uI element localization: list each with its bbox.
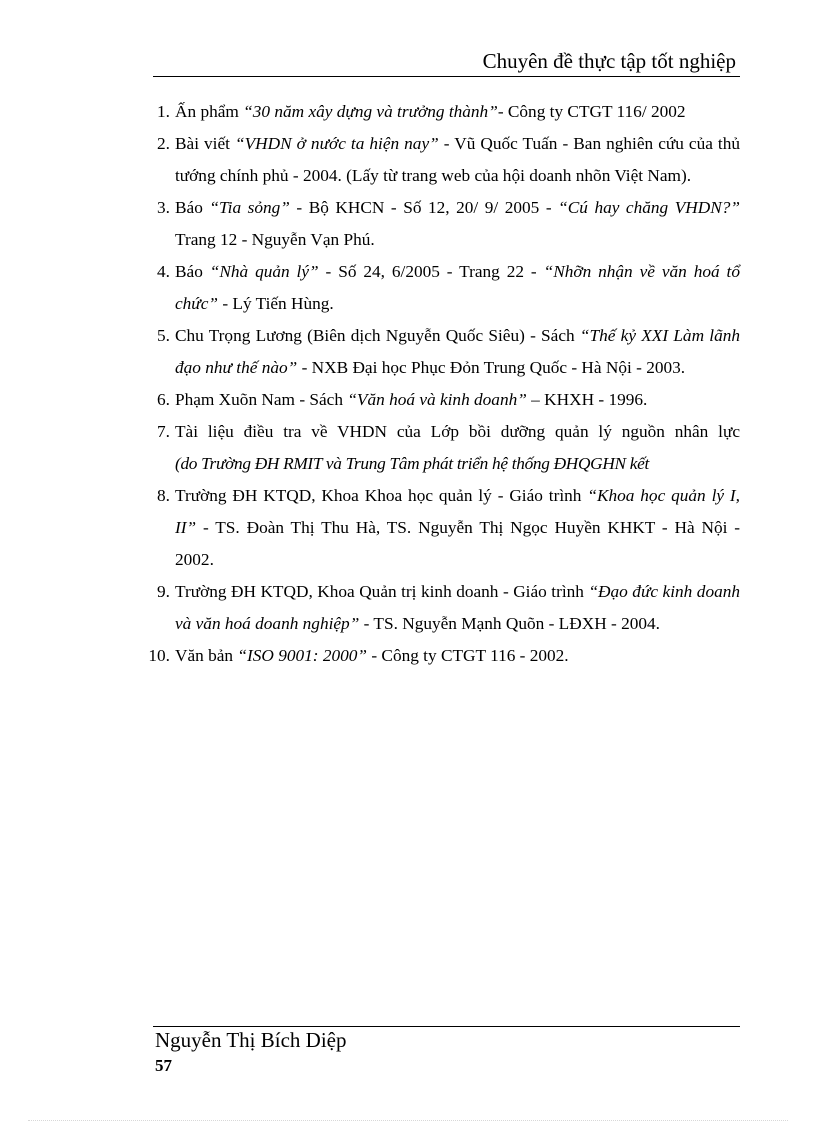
reference-title: “VHDN ở nước ta hiện nay” (234, 134, 439, 153)
reference-text: Trường ĐH KTQD, Khoa Quản trị kinh doanh - Giáo trình (175, 582, 589, 601)
reference-title: “30 năm xây dựng và trưởng thành” (243, 102, 498, 121)
reference-item (144, 384, 740, 416)
reference-title: “Khoa học quản lý I, II” (175, 486, 741, 537)
reference-item (144, 96, 740, 128)
reference-item (144, 256, 740, 320)
reference-text: - TS. Đoàn Thị Thu Hà, TS. Nguyễn Thị Ngọc Huyền KHKT - Hà Nội - 2002. (175, 518, 740, 569)
footer-divider (153, 1026, 740, 1027)
reference-item (144, 192, 740, 256)
reference-number: 5. (157, 326, 170, 345)
reference-text: – KHXH - 1996. (526, 390, 648, 409)
reference-number: 3. (157, 198, 170, 217)
reference-text: - NXB Đại học Phục Đỏn Trung Quốc - Hà Nội - 2003. (297, 358, 686, 377)
reference-item (144, 480, 740, 576)
reference-title: (do Trường ĐH RMIT và Trung Tâm phát triển hệ thống ĐHQGHN kết (175, 454, 650, 473)
reference-text: Trang 12 - Nguyễn Vạn Phú. (175, 230, 375, 249)
reference-title: “Cú hay chăng VHDN?” (558, 198, 740, 217)
reference-text: - Số 24, 6/2005 - Trang 22 - (318, 262, 544, 281)
header-divider (153, 76, 740, 77)
reference-number: 2. (157, 134, 170, 153)
reference-title: “ISO 9001: 2000” (237, 646, 368, 665)
reference-list (144, 96, 740, 672)
reference-text: Chu Trọng Lương (Biên dịch Nguyễn Quốc Siêu) - Sách (175, 326, 580, 345)
reference-title: “Nhỡn nhận về văn hoá tổ chức” (175, 262, 740, 313)
reference-number: 9. (157, 582, 170, 601)
reference-text: Văn bản (175, 646, 238, 665)
reference-text: Trường ĐH KTQD, Khoa Khoa học quản lý - Giáo trình (175, 486, 588, 505)
reference-text: Tài liệu điều tra về VHDN của Lớp bồi dưỡng quản lý nguồn nhân lực (175, 422, 740, 441)
reference-text: Báo (175, 262, 210, 281)
reference-title: “Nhà quản lý” (209, 262, 319, 281)
reference-number: 6. (157, 390, 170, 409)
reference-number: 4. (157, 262, 170, 281)
reference-title: “Thế kỷ XXI Làm lãnh đạo như thế nào” (175, 326, 741, 377)
reference-number: 1. (157, 102, 170, 121)
reference-text: - Bộ KHCN - Số 12, 20/ 9/ 2005 - (289, 198, 559, 217)
reference-item (144, 640, 740, 672)
reference-text: - Lý Tiến Hùng. (218, 294, 334, 313)
footer-author: Nguyễn Thị Bích Diệp (155, 1028, 347, 1052)
reference-item (144, 576, 740, 640)
reference-number: 8. (157, 486, 170, 505)
reference-text: - TS. Nguyễn Mạnh Quõn - LĐXH - 2004. (359, 614, 660, 633)
reference-text: Bài viết (175, 134, 235, 153)
reference-item (144, 320, 740, 384)
reference-title: “Tia sỏng” (209, 198, 290, 217)
page-bottom-border (28, 1120, 788, 1121)
reference-number: 10. (148, 646, 170, 665)
reference-number: 7. (157, 422, 170, 441)
reference-item (144, 416, 740, 480)
reference-title: “Văn hoá và kinh doanh” (347, 390, 527, 409)
reference-text: Báo (175, 198, 210, 217)
page-header-title: Chuyên đề thực tập tốt nghiệp (482, 49, 736, 73)
reference-text: - Vũ Quốc Tuấn - Ban nghiên cứu của thủ tướng chính phủ - 2004. (Lấy từ trang web của hội doanh nhõn Việt Nam). (175, 134, 740, 185)
reference-text: - Công ty CTGT 116/ 2002 (497, 102, 686, 121)
reference-text: Phạm Xuõn Nam - Sách (175, 390, 348, 409)
reference-title: “Đạo đức kinh doanh và văn hoá doanh nghiệp” (175, 582, 741, 633)
reference-text: - Công ty CTGT 116 - 2002. (367, 646, 569, 665)
page-number: 57 (155, 1056, 172, 1075)
reference-item (144, 128, 740, 192)
reference-text: Ấn phẩm (175, 102, 244, 121)
